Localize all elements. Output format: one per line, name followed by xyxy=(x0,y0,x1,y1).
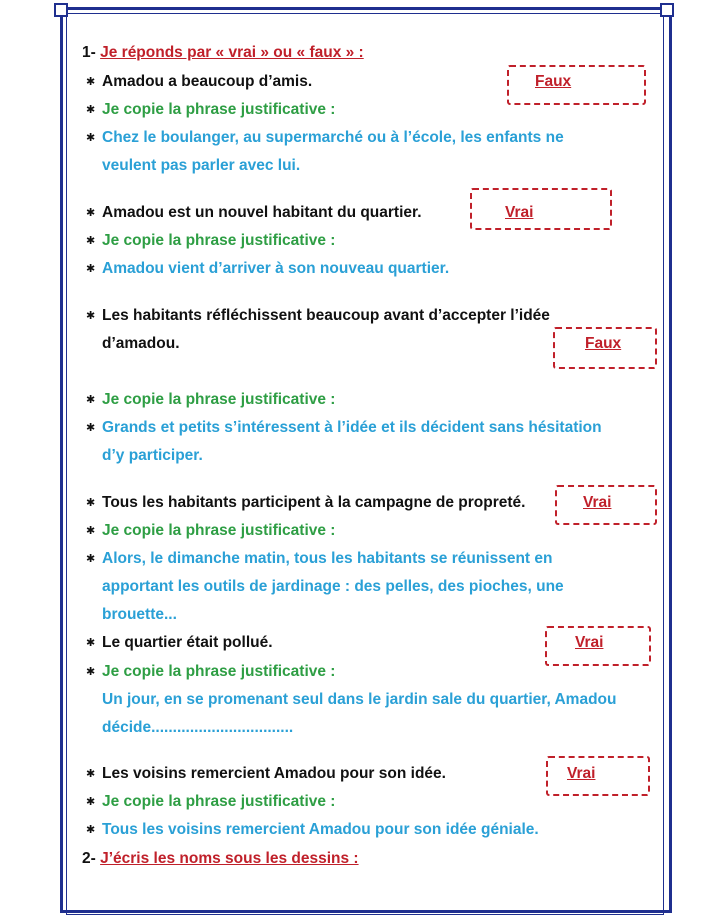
section-1-number: 1- xyxy=(82,44,96,61)
justification-3-line-1: Grands et petits s’intéressent à l’idée et ils décident sans hésitation xyxy=(102,419,602,436)
statement-3-line-1: Les habitants réfléchissent beaucoup avant d’accepter l’idée xyxy=(102,307,550,324)
statement-5: Le quartier était pollué. xyxy=(102,634,273,651)
bullet-icon: ✱ xyxy=(86,796,96,808)
bullet-icon: ✱ xyxy=(86,207,96,219)
frame-corner-top-left xyxy=(54,3,68,17)
answer-2: Vrai xyxy=(505,204,534,221)
bullet-icon: ✱ xyxy=(86,637,96,649)
statement-2: Amadou est un nouvel habitant du quartier. xyxy=(102,204,422,221)
justification-4-line-3: brouette... xyxy=(102,606,177,623)
bullet-icon: ✱ xyxy=(86,768,96,780)
justification-5-line-1: Un jour, en se promenant seul dans le jardin sale du quartier, Amadou xyxy=(102,691,617,708)
answer-box-1 xyxy=(507,65,646,105)
bullet-icon: ✱ xyxy=(86,824,96,836)
statement-1: Amadou a beaucoup d’amis. xyxy=(102,73,313,90)
justification-4-line-2: apportant les outils de jardinage : des pelles, des pioches, une xyxy=(102,578,564,595)
justification-4-line-1: Alors, le dimanche matin, tous les habitants se réunissent en xyxy=(102,550,553,567)
statement-3-line-2: d’amadou. xyxy=(102,335,180,352)
statement-4: Tous les habitants participent à la campagne de propreté. xyxy=(102,494,526,511)
answer-box-6 xyxy=(546,756,650,796)
justification-5-line-2: décide................................. xyxy=(102,719,294,736)
copy-label-4: Je copie la phrase justificative : xyxy=(102,522,336,539)
bullet-icon: ✱ xyxy=(86,553,96,565)
answer-5: Vrai xyxy=(575,634,604,651)
answer-box-2 xyxy=(470,188,612,230)
statement-6: Les voisins remercient Amadou pour son idée. xyxy=(102,765,446,782)
bullet-icon: ✱ xyxy=(86,525,96,537)
copy-label-6: Je copie la phrase justificative : xyxy=(102,793,336,810)
bullet-icon: ✱ xyxy=(86,104,96,116)
copy-label-5: Je copie la phrase justificative : xyxy=(102,663,336,680)
answer-3: Faux xyxy=(585,335,622,352)
section-2-title: J’écris les noms sous les dessins : xyxy=(100,850,359,867)
bullet-icon: ✱ xyxy=(86,394,96,406)
section-1-title: Je réponds par « vrai » ou « faux » : xyxy=(100,44,364,61)
justification-3-line-2: d’y participer. xyxy=(102,447,203,464)
section-2-heading xyxy=(82,849,359,869)
bullet-icon: ✱ xyxy=(86,310,96,322)
section-1-heading xyxy=(82,43,364,63)
bullet-icon: ✱ xyxy=(86,263,96,275)
copy-label-3: Je copie la phrase justificative : xyxy=(102,391,336,408)
frame-corner-top-right xyxy=(660,3,674,17)
justification-6-line-1: Tous les voisins remercient Amadou pour son idée géniale. xyxy=(102,821,539,838)
bullet-icon: ✱ xyxy=(86,132,96,144)
answer-1: Faux xyxy=(535,73,572,90)
bullet-icon: ✱ xyxy=(86,235,96,247)
bullet-icon: ✱ xyxy=(86,422,96,434)
section-2-number: 2- xyxy=(82,850,96,867)
copy-label-1: Je copie la phrase justificative : xyxy=(102,101,336,118)
justification-1-line-2: veulent pas parler avec lui. xyxy=(102,157,301,174)
bullet-icon: ✱ xyxy=(86,497,96,509)
answer-4: Vrai xyxy=(583,494,612,511)
justification-1-line-1: Chez le boulanger, au supermarché ou à l’école, les enfants ne xyxy=(102,129,564,146)
bullet-icon: ✱ xyxy=(86,666,96,678)
bullet-icon: ✱ xyxy=(86,76,96,88)
copy-label-2: Je copie la phrase justificative : xyxy=(102,232,336,249)
justification-2-line-1: Amadou vient d’arriver à son nouveau quartier. xyxy=(102,260,450,277)
answer-6: Vrai xyxy=(567,765,596,782)
